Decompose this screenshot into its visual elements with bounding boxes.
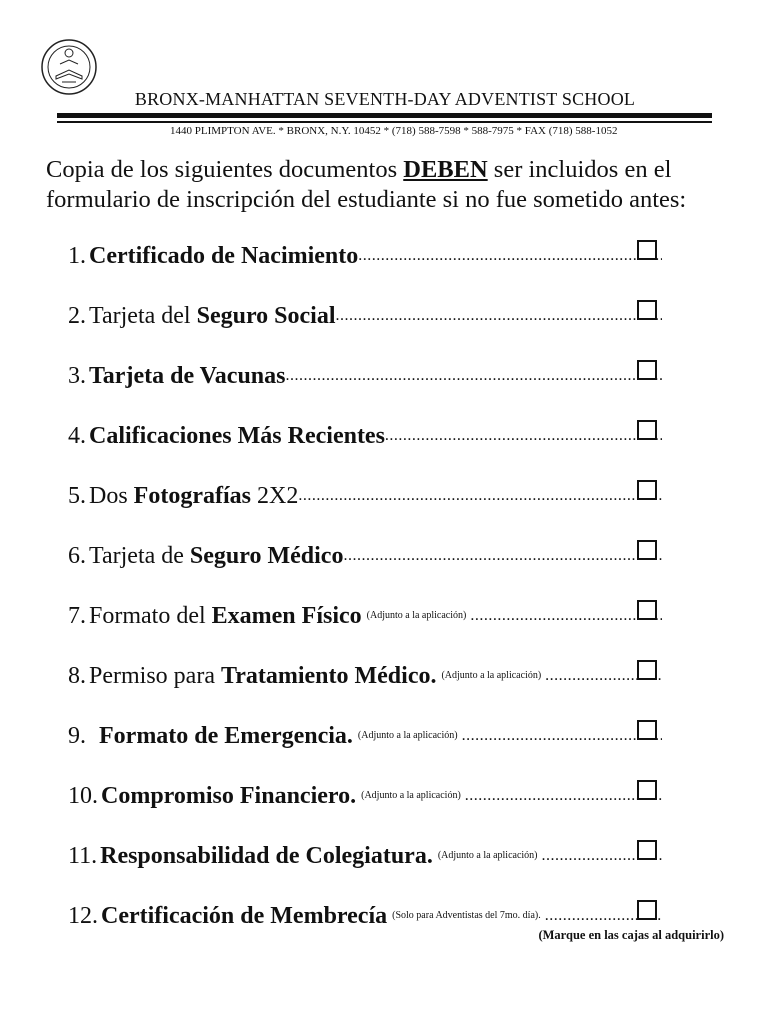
item-note: (Solo para Adventistas del 7mo. día).: [392, 910, 541, 921]
item-number: 11.: [68, 843, 98, 869]
item-number: 3.: [68, 363, 86, 389]
item-label: Tarjeta de Seguro Médico: [89, 543, 344, 569]
checkbox-item-8[interactable]: [637, 660, 657, 680]
dot-leader: [298, 486, 662, 506]
checkbox-item-4[interactable]: [637, 420, 657, 440]
item-note: (Adjunto a la aplicación): [361, 790, 461, 801]
checkbox-item-10[interactable]: [637, 780, 657, 800]
item-label: Calificaciones Más Recientes: [89, 423, 385, 449]
checkbox-item-11[interactable]: [637, 840, 657, 860]
checkbox-item-1[interactable]: [637, 240, 657, 260]
dot-leader: [470, 606, 662, 626]
item-label: Formato de Emergencia.: [99, 723, 353, 749]
item-note: (Adjunto a la aplicación): [437, 850, 538, 861]
item-number: 12.: [68, 903, 98, 929]
intro-emphasis: DEBEN: [403, 156, 488, 183]
checklist-item-12: [68, 896, 662, 930]
item-number: 5.: [68, 483, 86, 509]
item-label: Tarjeta de Vacunas: [89, 363, 286, 389]
item-label: Certificado de Nacimiento: [89, 243, 359, 269]
intro-text: [46, 155, 746, 215]
dot-leader: [343, 546, 662, 566]
dot-leader: [285, 366, 662, 386]
item-label: Formato del Examen Físico: [89, 603, 362, 629]
dot-leader: [465, 786, 662, 806]
item-label: Permiso para Tratamiento Médico.: [89, 663, 437, 689]
checkbox-item-2[interactable]: [637, 300, 657, 320]
item-number: 2.: [68, 303, 86, 329]
item-note: (Adjunto a la aplicación): [366, 610, 467, 621]
checkbox-item-5[interactable]: [637, 480, 657, 500]
school-seal-icon: [40, 38, 98, 96]
item-label: Tarjeta del Seguro Social: [89, 303, 336, 329]
item-label: Certificación de Membrecía: [101, 903, 388, 929]
dot-leader: [385, 426, 662, 446]
item-label: Compromiso Financiero.: [101, 783, 357, 809]
item-number: 9.: [68, 723, 86, 749]
item-number: 1.: [68, 243, 86, 269]
checklist-item-3: [68, 356, 662, 390]
item-label: Responsabilidad de Colegiatura.: [100, 843, 433, 869]
item-label: Dos Fotografías 2X2: [89, 483, 299, 509]
checklist-item-9: [68, 716, 662, 750]
dot-leader: [462, 726, 662, 746]
checklist-item-2: [68, 296, 662, 330]
item-number: 6.: [68, 543, 86, 569]
checklist-item-4: [68, 416, 662, 450]
school-address: 1440 PLIMPTON AVE. * BRONX, N.Y. 10452 * (718) 588-7598 * 588-7975 * FAX (718) 588-1052: [170, 125, 618, 137]
checkbox-item-7[interactable]: [637, 600, 657, 620]
dot-leader: [336, 306, 663, 326]
item-number: 8.: [68, 663, 86, 689]
checklist-item-5: [68, 476, 662, 510]
checkbox-item-12[interactable]: [637, 900, 657, 920]
item-note: (Adjunto a la aplicación): [441, 670, 542, 681]
checklist-item-10: [68, 776, 662, 810]
checkbox-item-3[interactable]: [637, 360, 657, 380]
header-rule-thick: [57, 113, 712, 118]
checklist-item-1: [68, 236, 662, 270]
footnote: (Marque en las cajas al adquirirlo): [538, 928, 724, 942]
checklist-item-7: [68, 596, 662, 630]
intro-after: ser incluidos en el formulario de inscripción del estudiante si no fue sometido antes:: [46, 156, 687, 213]
header-rule-thin: [57, 121, 712, 123]
item-number: 10.: [68, 783, 98, 809]
item-number: 4.: [68, 423, 86, 449]
item-number: 7.: [68, 603, 86, 629]
dot-leader: [358, 246, 662, 266]
checklist-item-8: [68, 656, 662, 690]
school-name: BRONX-MANHATTAN SEVENTH-DAY ADVENTIST SCHOOL: [134, 89, 636, 109]
checklist-item-6: [68, 536, 662, 570]
checkbox-item-6[interactable]: [637, 540, 657, 560]
intro-before: Copia de los siguientes documentos: [46, 156, 404, 183]
checklist-item-11: [68, 836, 662, 870]
item-note: (Adjunto a la aplicación): [357, 730, 458, 741]
checkbox-item-9[interactable]: [637, 720, 657, 740]
